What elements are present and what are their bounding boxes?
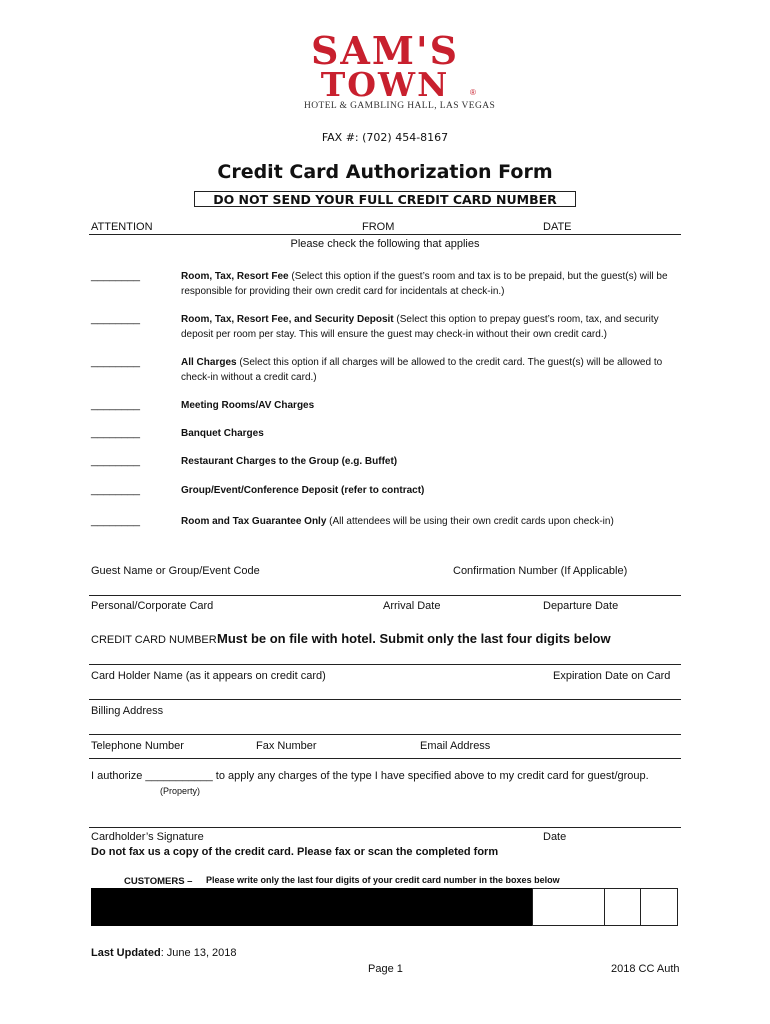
option-blank[interactable]: ________ xyxy=(91,484,140,496)
option-description: (Select this option to prepay guest’s room, tax, and security deposit per room per stay. This will ensure the guest may check-in without their own credit card.) xyxy=(181,314,659,340)
option-blank[interactable]: ________ xyxy=(91,313,140,325)
signature-date-label: Date xyxy=(543,831,567,843)
logo-line-1: SAM'S xyxy=(310,28,460,73)
departure-label: Departure Date xyxy=(543,600,619,612)
digit-box-2[interactable] xyxy=(604,888,641,926)
registered-mark: ® xyxy=(470,88,476,97)
digit-box-3[interactable] xyxy=(640,888,678,926)
option-title: Meeting Rooms/AV Charges xyxy=(181,400,315,411)
digit-box-1[interactable] xyxy=(532,888,605,926)
page-number: Page 1 xyxy=(368,963,403,975)
document-code: 2018 CC Auth xyxy=(611,963,680,975)
page-title: Credit Card Authorization Form xyxy=(217,161,553,183)
customers-label: CUSTOMERS – xyxy=(124,876,193,887)
fax-notice: Do not fax us a copy of the credit card. Please fax or scan the completed form xyxy=(91,846,499,858)
cc-number-label: CREDIT CARD NUMBER xyxy=(91,634,217,646)
option-blank[interactable]: ________ xyxy=(91,427,140,439)
redacted-card-area xyxy=(91,888,532,926)
arrival-label: Arrival Date xyxy=(383,600,441,612)
option-deposit xyxy=(181,483,681,498)
last-updated-label: Last Updated xyxy=(91,947,161,959)
option-title: Room and Tax Guarantee Only xyxy=(181,516,327,527)
warning-banner: DO NOT SEND YOUR FULL CREDIT CARD NUMBER xyxy=(194,191,576,207)
option-blank[interactable]: ________ xyxy=(91,356,140,368)
option-all-charges xyxy=(181,355,681,385)
signature-label: Cardholder’s Signature xyxy=(91,831,204,843)
guest-line[interactable] xyxy=(89,595,681,596)
date-label: DATE xyxy=(543,221,572,233)
option-meeting-rooms xyxy=(181,398,681,413)
attention-label: ATTENTION xyxy=(91,221,153,233)
fax-number-label: Fax Number xyxy=(256,740,317,752)
authorize-text: I authorize ___________ to apply any charges of the type I have specified above to my credit card for guest/group. xyxy=(91,770,649,782)
instruction-text: Please check the following that applies xyxy=(290,238,480,250)
option-blank[interactable]: ________ xyxy=(91,515,140,527)
cc-number-note: Must be on file with hotel. Submit only the last four digits below xyxy=(217,631,611,646)
option-description: (Select this option if the guest’s room and tax is to be prepaid, but the guest(s) will be responsible for providing their own credit card for incidentals at check-in.) xyxy=(181,271,668,297)
option-blank[interactable]: ________ xyxy=(91,455,140,467)
property-label: (Property) xyxy=(160,786,201,796)
contact-line[interactable] xyxy=(89,758,681,759)
option-title: Restaurant Charges to the Group (e.g. Buffet) xyxy=(181,456,398,467)
option-description: (Select this option if all charges will be allowed to the credit card. The guest(s) will be allowed to check-in without a credit card.) xyxy=(181,357,663,383)
option-title: All Charges xyxy=(181,357,237,368)
option-room-tax-guarantee xyxy=(181,514,681,529)
signature-line[interactable] xyxy=(89,827,681,828)
option-title: Room, Tax, Resort Fee, and Security Deposit xyxy=(181,314,394,325)
option-title: Group/Event/Conference Deposit (refer to contract) xyxy=(181,485,425,496)
expiration-label: Expiration Date on Card xyxy=(553,670,671,682)
holder-name-label: Card Holder Name (as it appears on credit card) xyxy=(91,670,326,682)
from-label: FROM xyxy=(362,221,395,233)
option-restaurant xyxy=(181,454,681,469)
holder-line[interactable] xyxy=(89,699,681,700)
confirmation-label: Confirmation Number (If Applicable) xyxy=(453,565,628,577)
logo-subtitle: HOTEL & GAMBLING HALL, LAS VEGAS xyxy=(304,101,496,111)
option-title: Banquet Charges xyxy=(181,428,264,439)
header-rule xyxy=(89,234,681,235)
customers-instruction: Please write only the last four digits of your credit card number in the boxes below xyxy=(206,875,560,885)
cc-line[interactable] xyxy=(89,664,681,665)
telephone-label: Telephone Number xyxy=(91,740,184,752)
logo-line-2: TOWN xyxy=(320,65,450,104)
option-blank[interactable]: ________ xyxy=(91,399,140,411)
last-updated-date: : June 13, 2018 xyxy=(160,947,237,959)
last-updated xyxy=(91,947,237,959)
option-description: (All attendees will be using their own credit cards upon check-in) xyxy=(326,516,614,527)
guest-name-label: Guest Name or Group/Event Code xyxy=(91,565,260,577)
option-banquet xyxy=(181,426,681,441)
option-room-tax-security xyxy=(181,312,681,342)
option-room-tax-resort xyxy=(181,269,681,299)
billing-line[interactable] xyxy=(89,734,681,735)
option-title: Room, Tax, Resort Fee xyxy=(181,271,289,282)
email-label: Email Address xyxy=(420,740,491,752)
billing-label: Billing Address xyxy=(91,705,164,717)
fax-number: FAX #: (702) 454-8167 xyxy=(321,131,449,144)
card-type-label: Personal/Corporate Card xyxy=(91,600,214,612)
option-blank[interactable]: ________ xyxy=(91,270,140,282)
